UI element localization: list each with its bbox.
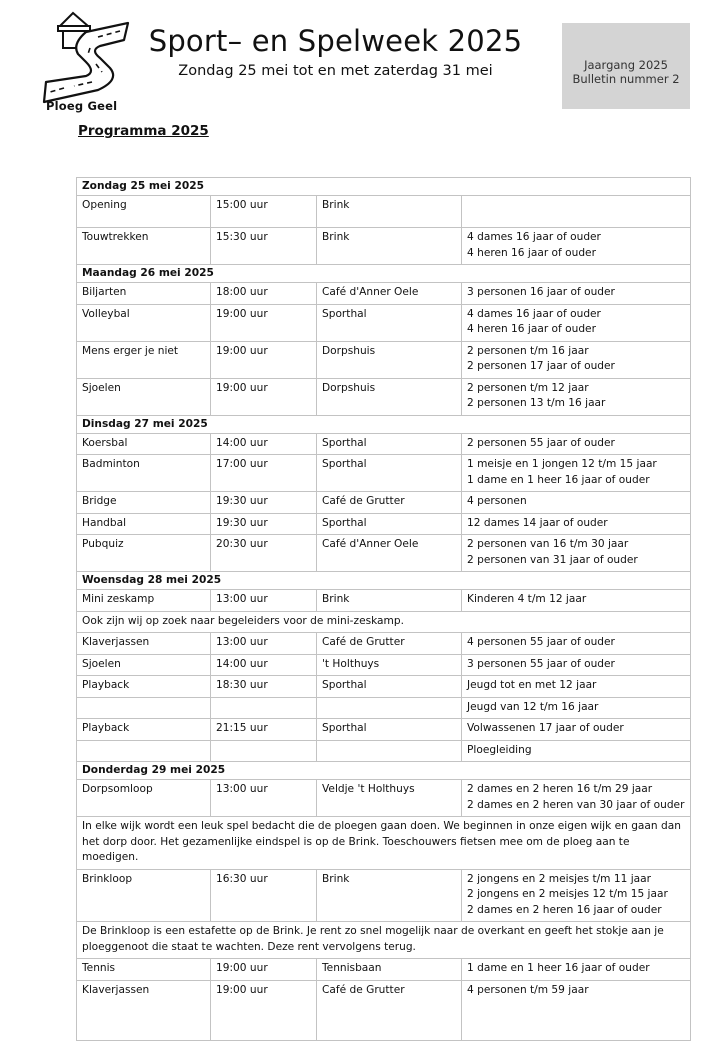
event-row (77, 492, 691, 514)
day-row (77, 572, 691, 590)
event-location: Sporthal (317, 676, 462, 698)
event-location: Tennisbaan (317, 959, 462, 981)
event-row (77, 633, 691, 655)
participant-line: 2 dames en 2 heren 16 t/m 29 jaar (467, 783, 653, 795)
event-time: 16:30 uur (211, 869, 317, 922)
event-time: 17:00 uur (211, 455, 317, 492)
event-row (77, 980, 691, 1040)
event-name: Klaverjassen (77, 980, 211, 1040)
participant-line: 4 dames 16 jaar of ouder (467, 307, 601, 320)
event-name: Sjoelen (77, 654, 211, 676)
participant-line: 2 dames en 2 heren van 30 jaar of ouder (467, 798, 685, 811)
day-heading: Donderdag 29 mei 2025 (77, 762, 691, 780)
event-name: Volleybal (77, 304, 211, 341)
volume-label: Jaargang 2025 (584, 58, 668, 72)
participant-line: 12 dames 14 jaar of ouder (467, 516, 608, 529)
participant-line: 3 personen 16 jaar of ouder (467, 286, 615, 298)
event-location: 't Holthuys (317, 654, 462, 676)
event-name: Bridge (77, 492, 211, 514)
event-participants (462, 980, 691, 1040)
event-name: Koersbal (77, 433, 211, 455)
event-name: Opening (77, 196, 211, 228)
event-row (77, 196, 691, 228)
note-row (77, 611, 691, 633)
event-location: Sporthal (317, 455, 462, 492)
event-participants (462, 433, 691, 455)
event-participants (462, 492, 691, 514)
event-participants (462, 378, 691, 415)
event-location: Sporthal (317, 719, 462, 741)
participant-line: Ploegleiding (467, 743, 532, 756)
event-participants (462, 676, 691, 698)
day-row (77, 178, 691, 196)
event-participants (462, 535, 691, 572)
event-location: Brink (317, 869, 462, 922)
event-name: Mens erger je niet (77, 341, 211, 378)
event-name: Handbal (77, 513, 211, 535)
participant-line: 4 personen (467, 495, 527, 507)
event-time: 13:00 uur (211, 780, 317, 817)
event-row (77, 697, 691, 719)
event-time: 15:00 uur (211, 196, 317, 228)
participant-line: 1 meisje en 1 jongen 12 t/m 15 jaar (467, 458, 657, 470)
event-time (211, 740, 317, 762)
event-location: Café de Grutter (317, 492, 462, 514)
logo-caption: Ploeg Geel (46, 99, 118, 113)
participant-line: Kinderen 4 t/m 12 jaar (467, 593, 587, 605)
event-time (211, 697, 317, 719)
event-participants (462, 304, 691, 341)
event-participants (462, 633, 691, 655)
event-row (77, 654, 691, 676)
event-row (77, 780, 691, 817)
participant-line: 2 personen van 31 jaar of ouder (467, 553, 638, 566)
event-note: Ook zijn wij op zoek naar begeleiders voor de mini-zeskamp. (77, 611, 691, 633)
event-location: Café de Grutter (317, 980, 462, 1040)
event-participants (462, 513, 691, 535)
participant-line: 2 dames en 2 heren 16 jaar of ouder (467, 903, 662, 916)
event-location: Sporthal (317, 304, 462, 341)
participant-line: 1 dame en 1 heer 16 jaar of ouder (467, 962, 650, 974)
event-name: Pubquiz (77, 535, 211, 572)
event-participants (462, 869, 691, 922)
day-row (77, 415, 691, 433)
note-row (77, 922, 691, 959)
participant-line: 4 heren 16 jaar of ouder (467, 323, 596, 335)
event-time: 19:00 uur (211, 304, 317, 341)
event-row (77, 341, 691, 378)
event-row (77, 676, 691, 698)
participant-line: 2 personen 13 t/m 16 jaar (467, 397, 606, 409)
event-participants (462, 719, 691, 741)
day-heading: Woensdag 28 mei 2025 (77, 572, 691, 590)
event-name: Playback (77, 676, 211, 698)
event-participants (462, 228, 691, 265)
program-table (76, 177, 691, 1041)
event-location: Sporthal (317, 433, 462, 455)
note-row (77, 817, 691, 870)
event-name: Playback (77, 719, 211, 741)
event-name (77, 697, 211, 719)
event-name: Sjoelen (77, 378, 211, 415)
event-name: Dorpsomloop (77, 780, 211, 817)
participant-line: 4 heren 16 jaar of ouder (467, 246, 596, 259)
event-row (77, 433, 691, 455)
event-location: Café d'Anner Oele (317, 283, 462, 305)
participant-line: 2 personen t/m 12 jaar (467, 381, 589, 394)
event-location: Brink (317, 196, 462, 228)
event-time: 14:00 uur (211, 654, 317, 676)
participant-line: 1 dame en 1 heer 16 jaar of ouder (467, 473, 650, 486)
participant-line: 2 jongens en 2 meisjes 12 t/m 15 jaar (467, 888, 668, 900)
participant-line: 2 personen 17 jaar of ouder (467, 360, 615, 372)
event-name: Mini zeskamp (77, 590, 211, 612)
event-location (317, 740, 462, 762)
event-time: 19:00 uur (211, 959, 317, 981)
day-heading: Zondag 25 mei 2025 (77, 178, 691, 196)
participant-line: Jeugd van 12 t/m 16 jaar (467, 700, 599, 713)
event-participants (462, 697, 691, 719)
event-name (77, 740, 211, 762)
event-row (77, 513, 691, 535)
participant-line: Volwassenen 17 jaar of ouder (467, 722, 624, 734)
participant-line: 2 personen 55 jaar of ouder (467, 436, 615, 449)
event-participants (462, 455, 691, 492)
event-row (77, 455, 691, 492)
event-location: Dorpshuis (317, 341, 462, 378)
event-time: 15:30 uur (211, 228, 317, 265)
event-location: Café de Grutter (317, 633, 462, 655)
event-location: Brink (317, 590, 462, 612)
event-participants (462, 283, 691, 305)
event-row (77, 228, 691, 265)
event-row (77, 740, 691, 762)
event-row (77, 535, 691, 572)
event-location: Brink (317, 228, 462, 265)
participant-line: 2 personen van 16 t/m 30 jaar (467, 538, 629, 550)
participant-line: 3 personen 55 jaar of ouder (467, 657, 615, 670)
participant-line: 4 personen t/m 59 jaar (467, 983, 589, 996)
page-title: Sport– en Spelweek 2025 (148, 24, 523, 58)
event-participants (462, 196, 691, 228)
day-heading: Maandag 26 mei 2025 (77, 265, 691, 283)
participant-line: 4 personen 55 jaar of ouder (467, 636, 615, 648)
event-row (77, 959, 691, 981)
event-participants (462, 740, 691, 762)
page-subtitle: Zondag 25 mei tot en met zaterdag 31 mei (178, 63, 493, 79)
event-time: 19:00 uur (211, 980, 317, 1040)
day-row (77, 762, 691, 780)
day-row (77, 265, 691, 283)
event-time: 13:00 uur (211, 633, 317, 655)
event-participants (462, 590, 691, 612)
event-time: 19:30 uur (211, 492, 317, 514)
event-participants (462, 959, 691, 981)
event-time: 20:30 uur (211, 535, 317, 572)
event-participants (462, 341, 691, 378)
event-row (77, 378, 691, 415)
event-participants (462, 654, 691, 676)
event-time: 18:30 uur (211, 676, 317, 698)
participant-line: 2 personen t/m 16 jaar (467, 344, 589, 357)
event-name: Tennis (77, 959, 211, 981)
day-heading: Dinsdag 27 mei 2025 (77, 415, 691, 433)
event-row (77, 590, 691, 612)
event-name: Biljarten (77, 283, 211, 305)
event-location (317, 697, 462, 719)
event-location: Café d'Anner Oele (317, 535, 462, 572)
event-time: 18:00 uur (211, 283, 317, 305)
participant-line: Jeugd tot en met 12 jaar (467, 679, 597, 691)
event-location: Sporthal (317, 513, 462, 535)
event-location: Veldje 't Holthuys (317, 780, 462, 817)
event-time: 14:00 uur (211, 433, 317, 455)
event-time: 21:15 uur (211, 719, 317, 741)
event-time: 19:30 uur (211, 513, 317, 535)
event-name: Touwtrekken (77, 228, 211, 265)
event-time: 19:00 uur (211, 378, 317, 415)
event-note: De Brinkloop is een estafette op de Brink. Je rent zo snel mogelijk naar de overkant en geeft het stokje aan je ploeggenoot die staat te wachten. Deze rent vervolgens terug. (77, 922, 691, 959)
event-participants (462, 780, 691, 817)
event-row (77, 283, 691, 305)
event-row (77, 869, 691, 922)
participant-line: 2 jongens en 2 meisjes t/m 11 jaar (467, 872, 651, 885)
participant-line: 4 dames 16 jaar of ouder (467, 231, 601, 243)
event-row (77, 719, 691, 741)
event-name: Badminton (77, 455, 211, 492)
event-time: 13:00 uur (211, 590, 317, 612)
event-note: In elke wijk wordt een leuk spel bedacht die de ploegen gaan doen. We beginnen in onze eigen wijk en gaan dan het dorp door. Het gezamenlijke eindspel is op de Brink. Toeschouwers fietsen mee om de ploeg aan te moedigen. (77, 817, 691, 870)
event-location: Dorpshuis (317, 378, 462, 415)
bulletin-number: Bulletin nummer 2 (572, 72, 680, 86)
event-name: Klaverjassen (77, 633, 211, 655)
section-title: Programma 2025 (78, 123, 209, 139)
event-row (77, 304, 691, 341)
event-name: Brinkloop (77, 869, 211, 922)
event-time: 19:00 uur (211, 341, 317, 378)
bulletin-badge (562, 23, 690, 109)
